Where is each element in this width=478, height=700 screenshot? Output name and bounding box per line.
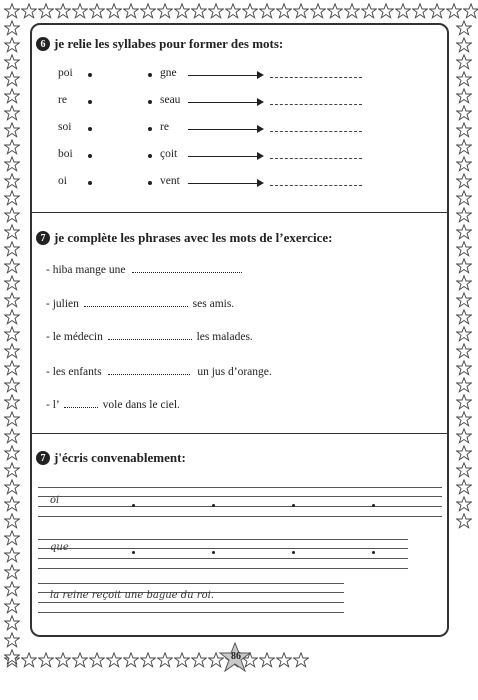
border-star-icon bbox=[456, 71, 472, 87]
arrow-head-icon bbox=[257, 125, 264, 133]
border-star-icon bbox=[456, 513, 472, 529]
right-star-border bbox=[456, 20, 474, 540]
border-star-icon bbox=[456, 88, 472, 104]
syllable-row bbox=[58, 148, 378, 166]
border-star-icon bbox=[456, 445, 472, 461]
left-syllable: poi bbox=[58, 67, 73, 79]
arrow-head-icon bbox=[257, 152, 264, 160]
border-star-icon bbox=[4, 71, 20, 87]
border-star-icon bbox=[4, 343, 20, 359]
border-star-icon bbox=[157, 652, 173, 668]
ruled-line bbox=[38, 539, 408, 540]
border-star-icon bbox=[21, 652, 37, 668]
border-star-icon bbox=[4, 139, 20, 155]
border-star-icon bbox=[456, 411, 472, 427]
border-star-icon bbox=[429, 3, 445, 19]
bullet-dot bbox=[212, 504, 215, 507]
answer-blank[interactable] bbox=[84, 298, 188, 307]
border-star-icon bbox=[456, 428, 472, 444]
border-star-icon bbox=[456, 360, 472, 376]
model-sentence: la reine reçoit une bague du roi. bbox=[50, 590, 214, 601]
border-star-icon bbox=[4, 105, 20, 121]
exercise-writing-title: j'écris convenablement: bbox=[54, 450, 186, 465]
border-star-icon bbox=[456, 20, 472, 36]
syllable-row bbox=[58, 121, 378, 139]
left-dot bbox=[88, 100, 92, 104]
border-star-icon bbox=[4, 224, 20, 240]
border-star-icon bbox=[191, 652, 207, 668]
left-dot bbox=[88, 73, 92, 77]
border-star-icon bbox=[4, 156, 20, 172]
border-star-icon bbox=[4, 241, 20, 257]
arrow-line bbox=[188, 75, 260, 76]
border-star-icon bbox=[463, 3, 478, 19]
ruled-line bbox=[38, 602, 344, 603]
border-star-icon bbox=[456, 156, 472, 172]
border-star-icon bbox=[276, 3, 292, 19]
border-star-icon bbox=[191, 3, 207, 19]
exercise-6-title: je relie les syllabes pour former des mots: bbox=[54, 36, 284, 51]
exercise-number-badge: 7 bbox=[36, 231, 50, 245]
answer-blank[interactable] bbox=[270, 158, 362, 159]
sentence-text: un jus d’orange. bbox=[197, 366, 272, 378]
ruled-line bbox=[38, 558, 408, 559]
border-star-icon bbox=[276, 652, 292, 668]
border-star-icon bbox=[242, 3, 258, 19]
ruled-line bbox=[38, 516, 442, 517]
border-star-icon bbox=[72, 652, 88, 668]
border-star-icon bbox=[4, 479, 20, 495]
border-star-icon bbox=[4, 309, 20, 325]
ruled-line bbox=[38, 612, 344, 613]
right-syllable: seau bbox=[160, 94, 181, 106]
sentence-text: vole dans le ciel. bbox=[102, 399, 180, 411]
border-star-icon bbox=[456, 326, 472, 342]
border-star-icon bbox=[4, 513, 20, 529]
right-syllable: gne bbox=[160, 67, 177, 79]
border-star-icon bbox=[395, 3, 411, 19]
border-star-icon bbox=[456, 275, 472, 291]
border-star-icon bbox=[225, 3, 241, 19]
ruled-line bbox=[38, 506, 442, 507]
arrow-line bbox=[188, 183, 260, 184]
border-star-icon bbox=[456, 224, 472, 240]
left-syllable: re bbox=[58, 94, 67, 106]
bullet-dot bbox=[132, 551, 135, 554]
border-star-icon bbox=[412, 3, 428, 19]
border-star-icon bbox=[55, 3, 71, 19]
right-syllable: vent bbox=[160, 175, 180, 187]
sentence-text: - hiba mange une bbox=[46, 264, 126, 276]
arrow-head-icon bbox=[257, 179, 264, 187]
border-star-icon bbox=[259, 3, 275, 19]
answer-blank[interactable] bbox=[132, 264, 242, 273]
border-star-icon bbox=[4, 292, 20, 308]
border-star-icon bbox=[293, 652, 309, 668]
right-syllable: re bbox=[160, 121, 169, 133]
border-star-icon bbox=[446, 3, 462, 19]
border-star-icon bbox=[38, 3, 54, 19]
border-star-icon bbox=[4, 394, 20, 410]
border-star-icon bbox=[140, 3, 156, 19]
right-dot bbox=[148, 154, 152, 158]
syllable-row bbox=[58, 67, 378, 85]
answer-blank[interactable] bbox=[64, 399, 98, 408]
ruled-line bbox=[38, 568, 408, 569]
model-word: oi bbox=[50, 495, 60, 506]
border-star-icon bbox=[456, 190, 472, 206]
border-star-icon bbox=[456, 54, 472, 70]
border-star-icon bbox=[21, 3, 37, 19]
border-star-icon bbox=[4, 326, 20, 342]
border-star-icon bbox=[106, 3, 122, 19]
exercise-7-heading bbox=[36, 230, 332, 246]
border-star-icon bbox=[4, 615, 20, 631]
left-dot bbox=[88, 181, 92, 185]
border-star-icon bbox=[123, 652, 139, 668]
border-star-icon bbox=[293, 3, 309, 19]
border-star-icon bbox=[456, 105, 472, 121]
border-star-icon bbox=[4, 88, 20, 104]
border-star-icon bbox=[89, 3, 105, 19]
syllable-row bbox=[58, 175, 378, 193]
bottom-star-border bbox=[4, 652, 324, 670]
border-star-icon bbox=[4, 207, 20, 223]
sentence-1 bbox=[46, 264, 242, 276]
border-star-icon bbox=[456, 241, 472, 257]
answer-blank[interactable] bbox=[270, 131, 362, 132]
arrow-head-icon bbox=[257, 71, 264, 79]
left-star-border bbox=[4, 20, 22, 700]
sentence-text: ses amis. bbox=[192, 298, 235, 310]
bullet-dot bbox=[212, 551, 215, 554]
border-star-icon bbox=[140, 652, 156, 668]
border-star-icon bbox=[4, 20, 20, 36]
answer-blank[interactable] bbox=[108, 331, 192, 340]
syllable-row bbox=[58, 94, 378, 112]
ruled-line bbox=[38, 487, 442, 488]
right-dot bbox=[148, 73, 152, 77]
border-star-icon bbox=[4, 173, 20, 189]
sentence-5 bbox=[46, 399, 180, 411]
border-star-icon bbox=[456, 394, 472, 410]
bullet-dot bbox=[132, 504, 135, 507]
left-dot bbox=[88, 127, 92, 131]
border-star-icon bbox=[4, 428, 20, 444]
border-star-icon bbox=[4, 377, 20, 393]
top-star-border bbox=[4, 3, 478, 21]
answer-blank[interactable] bbox=[270, 104, 362, 105]
worksheet-frame bbox=[30, 23, 449, 637]
exercise-6-heading bbox=[36, 36, 283, 52]
sentence-3 bbox=[46, 331, 253, 343]
border-star-icon bbox=[456, 309, 472, 325]
border-star-icon bbox=[361, 3, 377, 19]
border-star-icon bbox=[4, 547, 20, 563]
arrow-line bbox=[188, 156, 260, 157]
left-dot bbox=[88, 154, 92, 158]
arrow-line bbox=[188, 102, 260, 103]
border-star-icon bbox=[106, 652, 122, 668]
border-star-icon bbox=[157, 3, 173, 19]
ruled-line bbox=[38, 548, 408, 549]
border-star-icon bbox=[4, 3, 20, 19]
arrow-line bbox=[188, 129, 260, 130]
left-syllable: boi bbox=[58, 148, 73, 160]
ruled-line bbox=[38, 496, 442, 497]
border-star-icon bbox=[456, 377, 472, 393]
border-star-icon bbox=[4, 411, 20, 427]
model-word: que bbox=[50, 542, 69, 553]
border-star-icon bbox=[72, 3, 88, 19]
bullet-dot bbox=[292, 551, 295, 554]
border-star-icon bbox=[456, 479, 472, 495]
border-star-icon bbox=[4, 190, 20, 206]
border-star-icon bbox=[456, 139, 472, 155]
sentence-4 bbox=[46, 366, 272, 378]
border-star-icon bbox=[4, 54, 20, 70]
sentence-text: - le médecin bbox=[46, 331, 103, 343]
left-syllable: oi bbox=[58, 175, 67, 187]
border-star-icon bbox=[456, 122, 472, 138]
border-star-icon bbox=[55, 652, 71, 668]
border-star-icon bbox=[4, 360, 20, 376]
border-star-icon bbox=[456, 207, 472, 223]
border-star-icon bbox=[4, 462, 20, 478]
border-star-icon bbox=[4, 564, 20, 580]
bullet-dot bbox=[372, 504, 375, 507]
border-star-icon bbox=[38, 652, 54, 668]
border-star-icon bbox=[456, 37, 472, 53]
border-star-icon bbox=[4, 581, 20, 597]
right-dot bbox=[148, 100, 152, 104]
exercise-7-title: je complète les phrases avec les mots de l’exercice: bbox=[54, 230, 333, 245]
border-star-icon bbox=[378, 3, 394, 19]
left-syllable: soi bbox=[58, 121, 72, 133]
right-dot bbox=[148, 181, 152, 185]
border-star-icon bbox=[208, 3, 224, 19]
border-star-icon bbox=[4, 530, 20, 546]
arrow-head-icon bbox=[257, 98, 264, 106]
sentence-text: - les enfants bbox=[46, 366, 102, 378]
exercise-number-badge: 6 bbox=[36, 37, 50, 51]
border-star-icon bbox=[327, 3, 343, 19]
sentence-text: - l’ bbox=[46, 399, 59, 411]
border-star-icon bbox=[89, 652, 105, 668]
right-syllable: çoit bbox=[160, 148, 178, 160]
border-star-icon bbox=[4, 496, 20, 512]
border-star-icon bbox=[456, 343, 472, 359]
border-star-icon bbox=[174, 3, 190, 19]
border-star-icon bbox=[4, 632, 20, 648]
answer-blank[interactable] bbox=[270, 77, 362, 78]
divider-2 bbox=[30, 433, 449, 434]
border-star-icon bbox=[259, 652, 275, 668]
sentence-2 bbox=[46, 298, 234, 310]
border-star-icon bbox=[174, 652, 190, 668]
border-star-icon bbox=[456, 462, 472, 478]
border-star-icon bbox=[4, 649, 20, 665]
right-dot bbox=[148, 127, 152, 131]
border-star-icon bbox=[344, 3, 360, 19]
exercise-number-badge: 7 bbox=[36, 451, 50, 465]
divider-1 bbox=[30, 212, 449, 213]
border-star-icon bbox=[4, 37, 20, 53]
border-star-icon bbox=[4, 598, 20, 614]
exercise-writing-heading bbox=[36, 450, 186, 466]
bullet-dot bbox=[372, 551, 375, 554]
answer-blank[interactable] bbox=[270, 185, 362, 186]
border-star-icon bbox=[4, 445, 20, 461]
sentence-text: les malades. bbox=[196, 331, 253, 343]
border-star-icon bbox=[123, 3, 139, 19]
bullet-dot bbox=[292, 504, 295, 507]
border-star-icon bbox=[456, 258, 472, 274]
ruled-line bbox=[38, 583, 344, 584]
border-star-icon bbox=[456, 292, 472, 308]
sentence-text: - julien bbox=[46, 298, 79, 310]
answer-blank[interactable] bbox=[108, 366, 190, 375]
border-star-icon bbox=[4, 122, 20, 138]
page-number: 86 bbox=[231, 651, 241, 662]
border-star-icon bbox=[4, 275, 20, 291]
border-star-icon bbox=[310, 3, 326, 19]
border-star-icon bbox=[456, 496, 472, 512]
border-star-icon bbox=[4, 258, 20, 274]
border-star-icon bbox=[456, 173, 472, 189]
